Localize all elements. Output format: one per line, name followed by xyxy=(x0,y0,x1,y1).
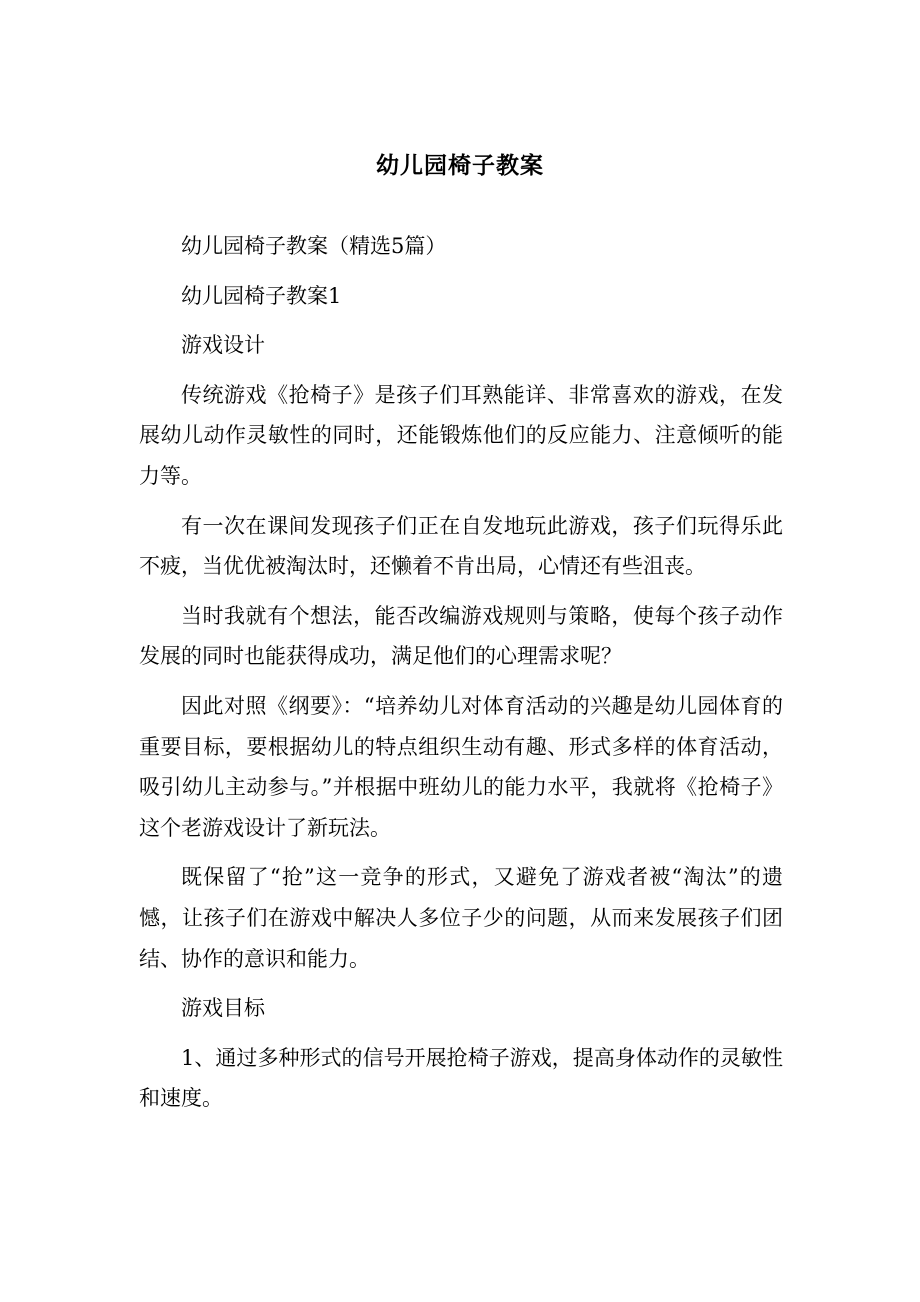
paragraph-heading-game-design: 游戏设计 xyxy=(181,333,265,358)
paragraph: 当时我就有个想法，能否改编游戏规则与策略，使每个孩子动作发展的同时也能获得成功，满足他们的心理需求呢？ xyxy=(139,603,783,669)
paragraph-list-item: 1、通过多种形式的信号开展抢椅子游戏，提高身体动作的灵敏性和速度。 xyxy=(139,1045,783,1111)
paragraph: 既保留了“抢”这一竞争的形式，又避免了游戏者被“淘汰”的遗憾，让孩子们在游戏中解决人多位子少的问题，从而来发展孩子们团结、协作的意识和能力。 xyxy=(139,865,783,971)
paragraph: 有一次在课间发现孩子们正在自发地玩此游戏，孩子们玩得乐此不疲，当优优被淘汰时，还懒着不肯出局，心情还有些沮丧。 xyxy=(139,513,783,579)
document-title: 幼儿园椅子教案 xyxy=(376,153,544,179)
paragraph: 因此对照《纲要》：“培养幼儿对体育活动的兴趣是幼儿园体育的重要目标，要根据幼儿的特点组织生动有趣、形式多样的体育活动，吸引幼儿主动参与。”并根据中班幼儿的能力水平，我就将《抢椅子》这个老游戏设计了新玩法。 xyxy=(139,693,783,840)
document-body xyxy=(139,226,783,1128)
paragraph-subtitle: 幼儿园椅子教案（精选5篇） xyxy=(181,234,447,258)
paragraph-heading-game-goals: 游戏目标 xyxy=(181,996,265,1021)
paragraph-section-heading: 幼儿园椅子教案1 xyxy=(181,283,342,308)
paragraph: 传统游戏《抢椅子》是孩子们耳熟能详、非常喜欢的游戏，在发展幼儿动作灵敏性的同时，还能锻炼他们的反应能力、注意倾听的能力等。 xyxy=(139,382,783,488)
